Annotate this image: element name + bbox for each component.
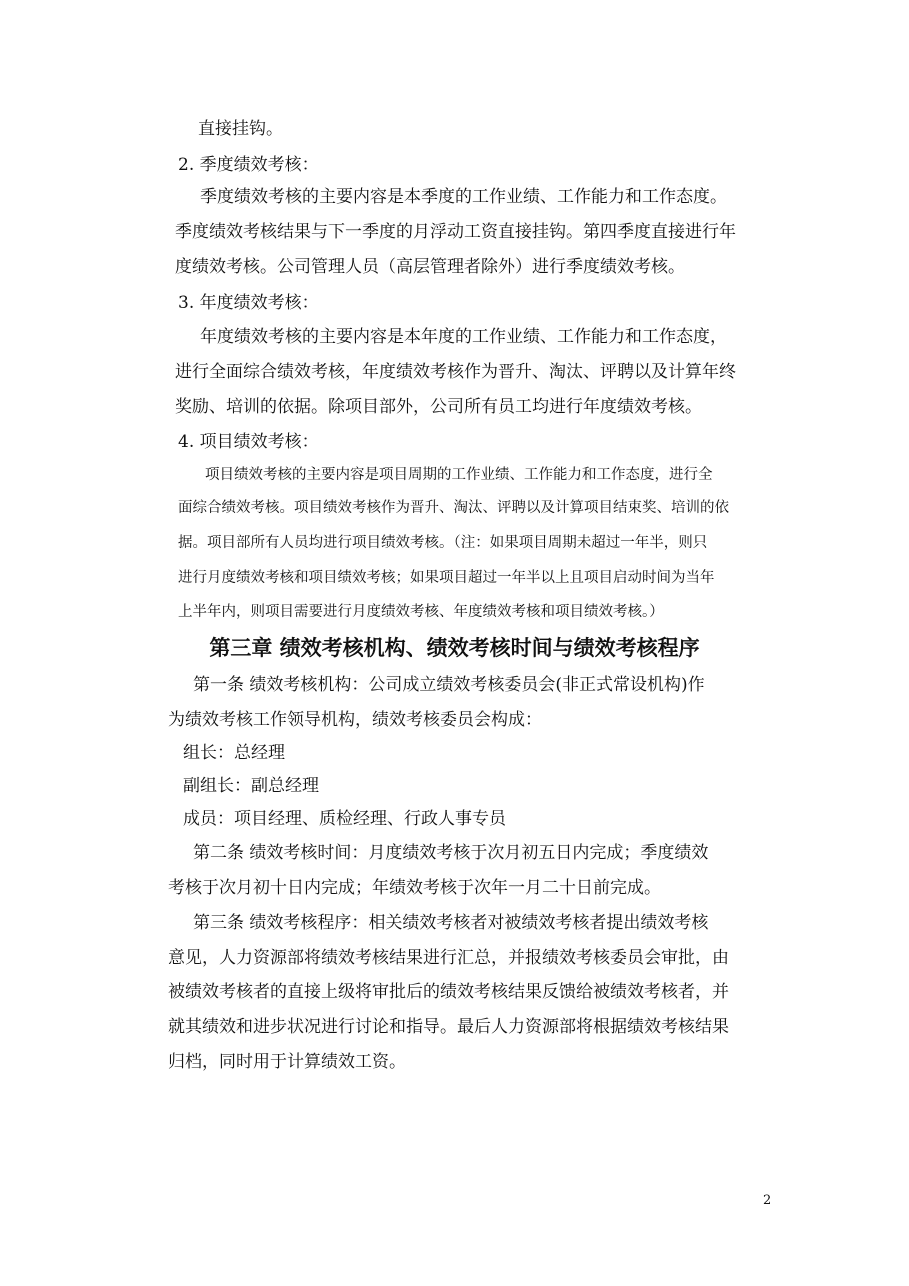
page-number: 2 xyxy=(763,1193,772,1208)
section-heading: 3. 年度绩效考核： xyxy=(178,293,319,313)
chapter-title: 第三章 绩效考核机构、绩效考核时间与绩效考核程序 xyxy=(209,636,700,660)
text-line: 意见，人力资源部将绩效考核结果进行汇总，并报绩效考核委员会审批，由 xyxy=(168,948,729,968)
text-line: 副组长：副总经理 xyxy=(183,776,319,796)
text-line: 季度绩效考核结果与下一季度的月浮动工资直接挂钩。第四季度直接进行年 xyxy=(175,222,736,242)
text-line: 考核于次月初十日内完成；年绩效考核于次年一月二十日前完成。 xyxy=(168,878,661,898)
text-line: 被绩效考核者的直接上级将审批后的绩效考核结果反馈给被绩效考核者，并 xyxy=(168,982,729,1002)
text-line: 进行全面综合绩效考核，年度绩效考核作为晋升、淘汰、评聘以及计算年终 xyxy=(175,362,736,382)
text-line: 就其绩效和进步状况进行讨论和指导。最后人力资源部将根据绩效考核结果 xyxy=(168,1017,729,1037)
text-line: 年度绩效考核的主要内容是本年度的工作业绩、工作能力和工作态度， xyxy=(200,327,727,347)
text-line: 进行月度绩效考核和项目绩效考核；如果项目超过一年半以上且项目启动时间为当年 xyxy=(178,570,715,586)
text-line: 组长：总经理 xyxy=(183,743,285,763)
text-line: 奖励、培训的依据。除项目部外，公司所有员工均进行年度绩效考核。 xyxy=(175,397,702,417)
text-line: 归档，同时用于计算绩效工资。 xyxy=(168,1052,406,1072)
text-line: 面综合绩效考核。项目绩效考核作为晋升、淘汰、评聘以及计算项目结束奖、培训的依 xyxy=(178,500,729,516)
text-line: 为绩效考核工作领导机构，绩效考核委员会构成： xyxy=(168,710,542,730)
section-heading: 4. 项目绩效考核： xyxy=(178,432,319,452)
text-line: 第一条 绩效考核机构：公司成立绩效考核委员会(非正式常设机构)作 xyxy=(193,675,705,695)
text-line: 第二条 绩效考核时间：月度绩效考核于次月初五日内完成；季度绩效 xyxy=(193,843,709,863)
section-heading: 2. 季度绩效考核： xyxy=(178,155,319,175)
text-line: 直接挂钩。 xyxy=(198,119,283,139)
text-line: 上半年内，则项目需要进行月度绩效考核、年度绩效考核和项目绩效考核。） xyxy=(178,604,664,620)
text-line: 季度绩效考核的主要内容是本季度的工作业绩、工作能力和工作态度。 xyxy=(200,187,727,207)
text-line: 度绩效考核。公司管理人员（高层管理者除外）进行季度绩效考核。 xyxy=(175,257,685,277)
text-line: 第三条 绩效考核程序：相关绩效考核者对被绩效考核者提出绩效考核 xyxy=(193,913,709,933)
text-line: 据。项目部所有人员均进行项目绩效考核。（注：如果项目周期未超过一年半，则只 xyxy=(178,535,708,551)
text-line: 成员：项目经理、质检经理、行政人事专员 xyxy=(183,809,506,829)
text-line: 项目绩效考核的主要内容是项目周期的工作业绩、工作能力和工作态度，进行全 xyxy=(205,467,713,483)
